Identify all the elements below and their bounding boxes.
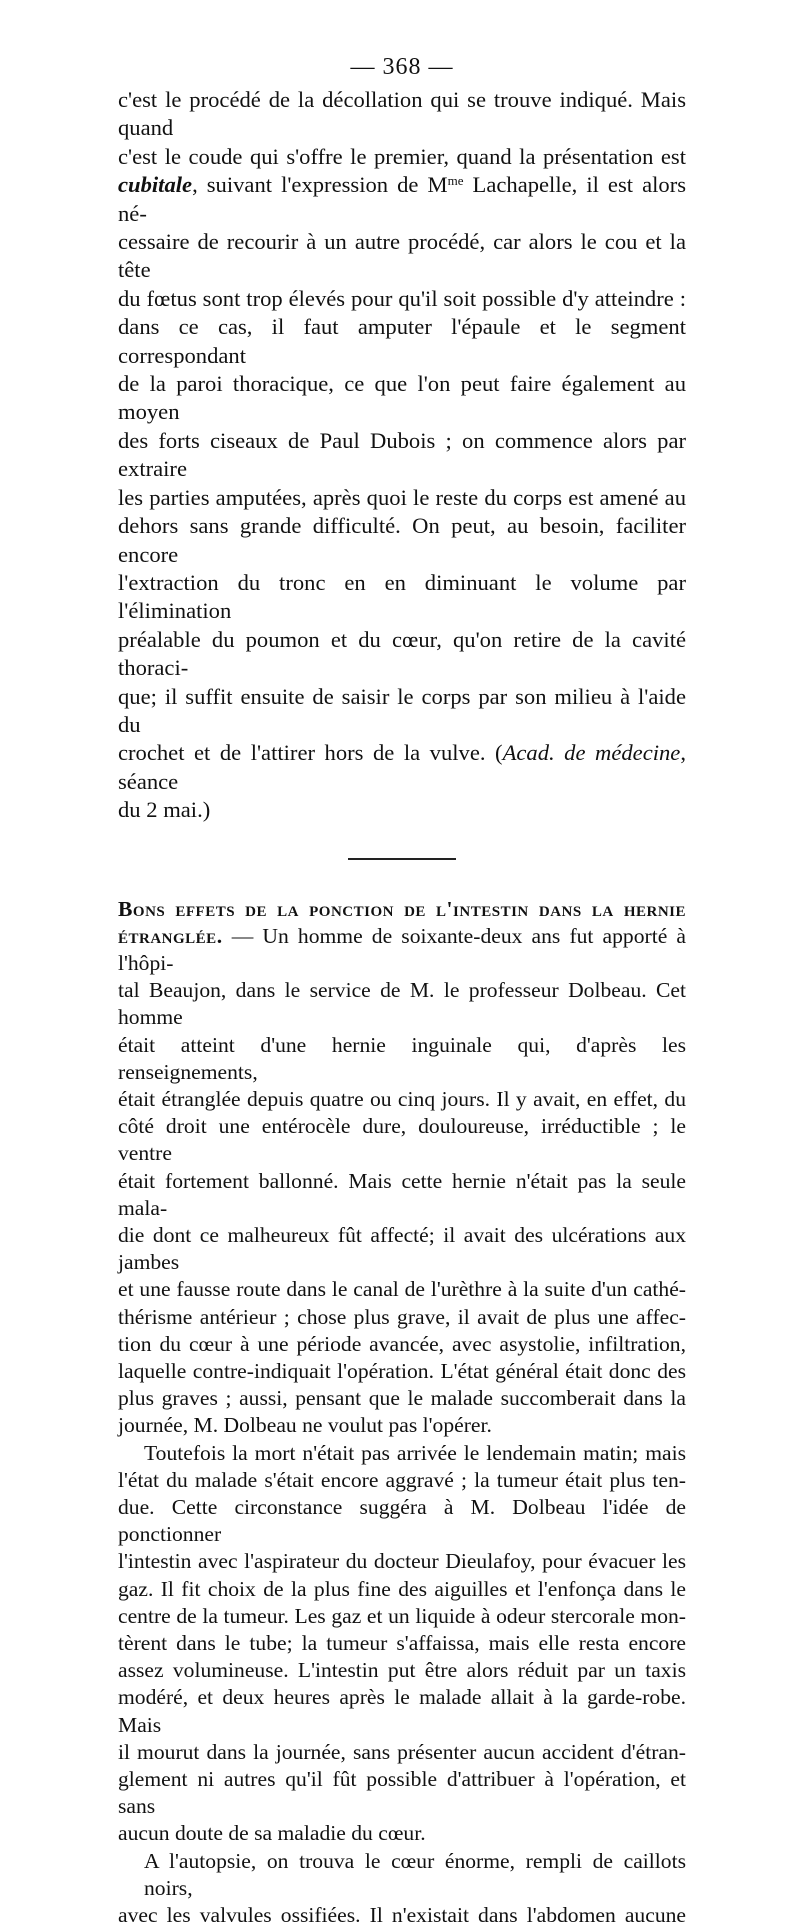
section-divider	[348, 858, 456, 860]
text-line: de la paroi thoracique, ce que l'on peut faire également au moyen	[118, 371, 686, 425]
text-line	[118, 171, 686, 228]
text-line: était étranglée depuis quatre ou cinq jours. Il y avait, en effet, du	[118, 1086, 686, 1111]
text-line: journée, M. Dolbeau ne voulut pas l'opérer.	[118, 1413, 492, 1438]
page	[118, 52, 686, 1929]
text-line: glement ni autres qu'il fût possible d'attribuer à l'opération, et sans	[118, 1767, 686, 1819]
text-line: cessaire de recourir à un autre procédé, car alors le cou et la tête	[118, 229, 686, 283]
text-line: tal Beaujon, dans le service de M. le professeur Dolbeau. Cet homme	[118, 978, 686, 1030]
text-block-continuation	[118, 86, 686, 825]
text-line: thérisme antérieur ; chose plus grave, il avait de plus une affec-	[118, 1304, 686, 1329]
text-line: l'état du malade s'était encore aggravé ; la tumeur était plus ten-	[118, 1467, 686, 1492]
text-line: A l'autopsie, on trouva le cœur énorme, rempli de caillots noirs,	[144, 1848, 686, 1900]
text-line: l'intestin avec l'aspirateur du docteur Dieulafoy, pour évacuer les	[118, 1549, 686, 1574]
text-line: tion du cœur à une période avancée, avec asystolie, infiltration,	[118, 1331, 686, 1356]
text-fragment: — Un homme de soixante-deux ans fut apporté à l'hôpi-	[118, 923, 686, 975]
text-line: du 2 mai.)	[118, 797, 211, 823]
text-line: que; il suffit ensuite de saisir le corps par son milieu à l'aide du	[118, 683, 686, 737]
text-line: c'est le procédé de la décollation qui se trouve indiqué. Mais quand	[118, 87, 686, 141]
text-line: gaz. Il fit choix de la plus fine des aiguilles et l'enfonça dans le	[118, 1576, 686, 1601]
text-line: du fœtus sont trop élevés pour qu'il soit possible d'y atteindre :	[118, 285, 686, 311]
text-line: des forts ciseaux de Paul Dubois ; on commence alors par extraire	[118, 427, 686, 482]
text-line: dans ce cas, il faut amputer l'épaule et le segment correspondant	[118, 314, 686, 368]
italic-term: cubitale	[118, 172, 193, 198]
text-line: c'est le coude qui s'offre le premier, quand la présentation est	[118, 143, 686, 169]
text-line: assez volumineuse. L'intestin put être alors réduit par un taxis	[118, 1658, 686, 1683]
text-fragment: Lachapelle, il est alors né-	[118, 172, 687, 226]
text-line: aucun doute de sa maladie du cœur.	[118, 1821, 426, 1846]
article-title: Bons effets de la ponction de l'intestin dans la hernie	[118, 896, 686, 921]
text-line: était fortement ballonné. Mais cette hernie n'était pas la seule mala-	[118, 1168, 686, 1220]
citation-italic: Acad. de médecine	[502, 740, 681, 766]
text-fragment: crochet et de l'attirer hors de la vulve. (	[118, 740, 503, 766]
text-line: et une fausse route dans le canal de l'urèthre à la suite d'un cathé-	[118, 1277, 686, 1302]
text-line: avec les valvules ossifiées. Il n'existait dans l'abdomen aucune	[118, 1903, 686, 1928]
text-fragment: , suivant l'expression de M	[192, 172, 448, 198]
text-line: die dont ce malheureux fût affecté; il avait des ulcérations aux jambes	[118, 1223, 686, 1275]
article-title-end: étranglée.	[118, 923, 223, 948]
text-line: côté droit une entérocèle dure, douloureuse, irréductible ; le ventre	[118, 1114, 686, 1166]
text-line: était atteint d'une hernie inguinale qui, d'après les renseignements,	[118, 1032, 686, 1084]
text-line: due. Cette circonstance suggéra à M. Dolbeau l'idée de ponctionner	[118, 1495, 686, 1547]
article-hernie	[118, 896, 686, 1929]
text-line: tèrent dans le tube; la tumeur s'affaissa, mais elle resta encore	[118, 1631, 686, 1656]
text-line: dehors sans grande difficulté. On peut, au besoin, faciliter encore	[118, 513, 686, 567]
text-line	[118, 739, 686, 796]
text-line	[118, 923, 686, 977]
article-title-line	[118, 896, 686, 923]
text-line: modéré, et deux heures après le malade allait à la garde-robe. Mais	[118, 1685, 686, 1737]
text-line: préalable du poumon et du cœur, qu'on retire de la cavité thoraci-	[118, 626, 686, 681]
page-number: — 368 —	[350, 54, 454, 80]
text-line: les parties amputées, après quoi le reste du corps est amené au	[118, 484, 686, 510]
text-line: plus graves ; aussi, pensant que le malade succomberait dans la	[118, 1386, 686, 1411]
superscript: me	[447, 173, 464, 189]
text-fragment: , séance	[118, 740, 686, 794]
text-line: Toutefois la mort n'était pas arrivée le lendemain matin; mais	[144, 1440, 686, 1465]
text-line: laquelle contre-indiquait l'opération. L'état général était donc des	[118, 1359, 686, 1384]
text-line: il mourut dans la journée, sans présenter aucun accident d'étran-	[118, 1739, 686, 1764]
text-line: centre de la tumeur. Les gaz et un liquide à odeur stercorale mon-	[118, 1603, 686, 1628]
text-line: l'extraction du tronc en en diminuant le volume par l'élimination	[118, 569, 686, 624]
